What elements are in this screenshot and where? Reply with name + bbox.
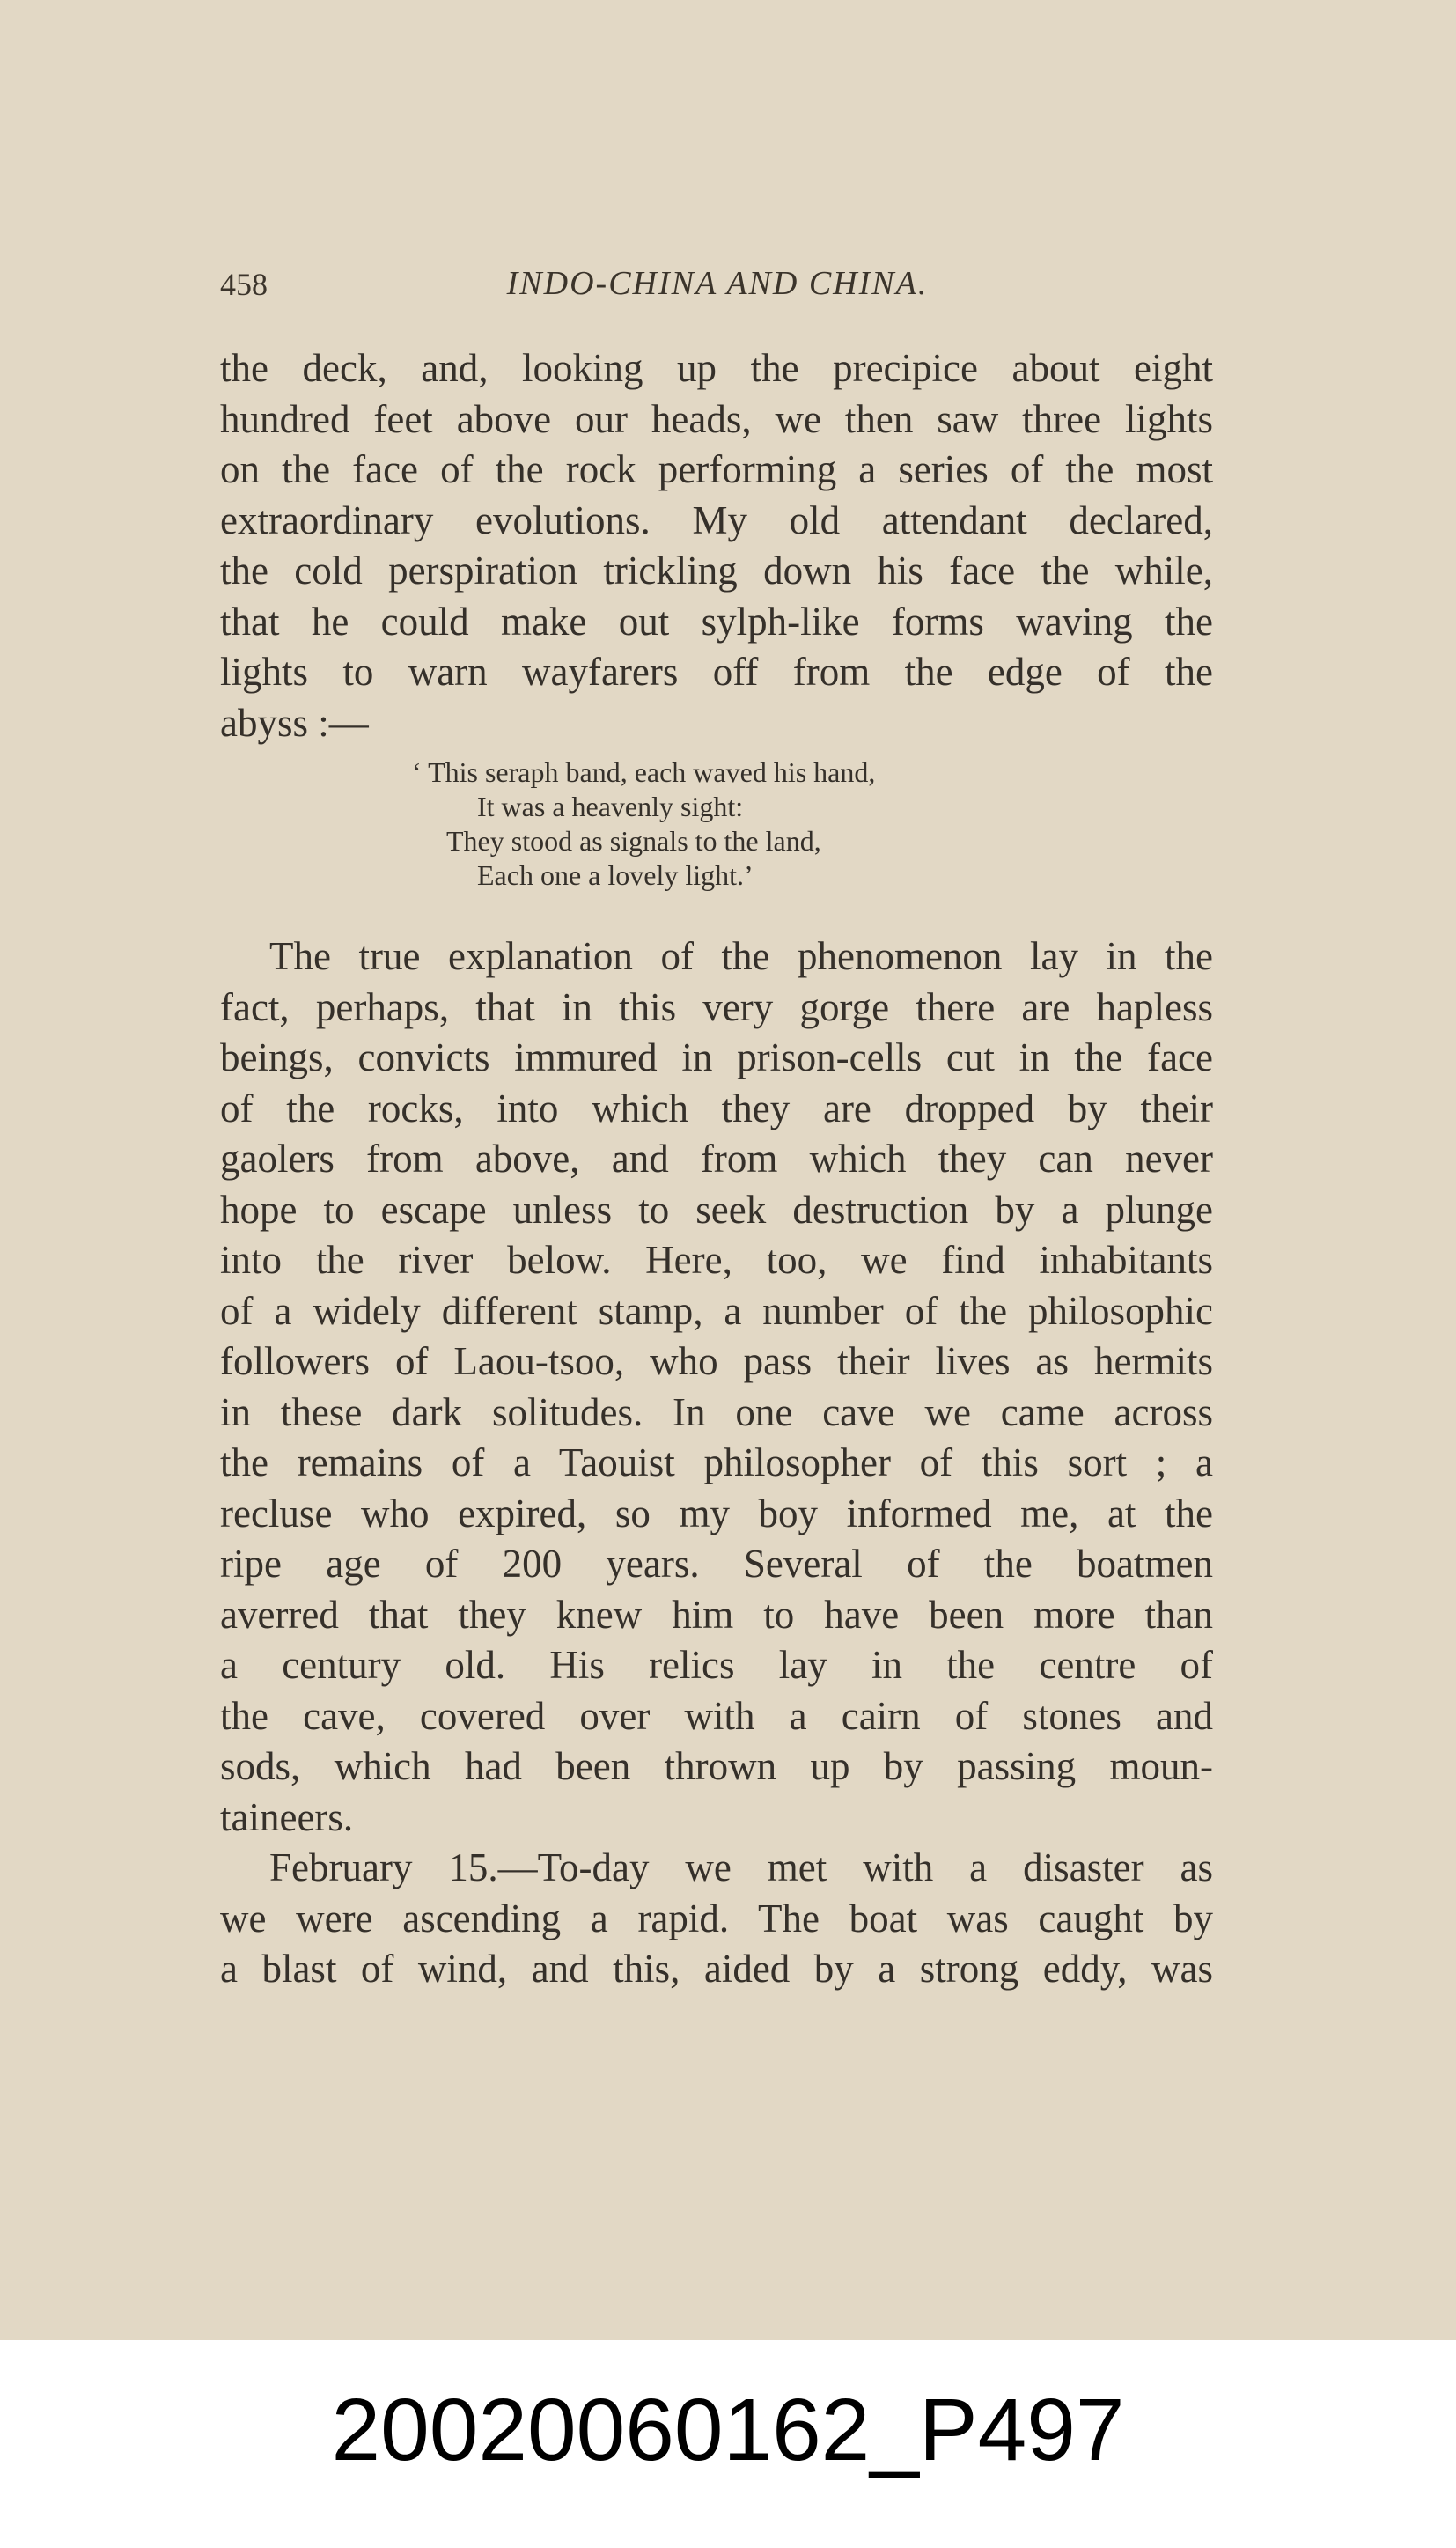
- text-line: a century old. His relics lay in the centre of: [220, 1643, 1213, 1687]
- text-line: into the river below. Here, too, we find inhabitants: [220, 1238, 1213, 1282]
- text-line: the remains of a Taouist philosopher of this sort ; a: [220, 1440, 1213, 1484]
- image-caption: 20020060162_P497: [331, 2381, 1125, 2479]
- text-line: sods, which had been thrown up by passing moun-: [220, 1744, 1213, 1788]
- text-line: recluse who expired, so my boy informed me, at the: [220, 1491, 1213, 1535]
- text-line: gaolers from above, and from which they can never: [220, 1137, 1213, 1181]
- body-text: [220, 343, 1213, 1995]
- text-line: followers of Laou-tsoo, who pass their lives as hermits: [220, 1339, 1213, 1383]
- verse-line: They stood as signals to the land,: [446, 825, 821, 857]
- text-line: we were ascending a rapid. The boat was caught by: [220, 1896, 1213, 1940]
- text-line: beings, convicts immured in prison-cells cut in the face: [220, 1035, 1213, 1079]
- text-line: taineers.: [220, 1794, 354, 1839]
- text-line: a blast of wind, and this, aided by a strong eddy, was: [220, 1947, 1213, 1991]
- text-line: The true explanation of the phenomenon lay in the: [269, 934, 1213, 978]
- text-line: the deck, and, looking up the precipice about eight: [220, 346, 1213, 390]
- paragraph-3: [220, 1843, 1213, 1995]
- text-line: that he could make out sylph-like forms waving the: [220, 599, 1213, 644]
- running-head: INDO-CHINA AND CHINA.: [506, 265, 929, 302]
- text-line: the cold perspiration trickling down his face the while,: [220, 549, 1213, 593]
- text-line: on the face of the rock performing a series of the most: [220, 447, 1213, 491]
- verse-quote: [220, 755, 1213, 893]
- text-line: of the rocks, into which they are dropped by their: [220, 1086, 1213, 1130]
- text-line: abyss :—: [220, 700, 369, 745]
- verse-line: ‘ This seraph band, each waved his hand,: [412, 756, 876, 788]
- verse-line: Each one a lovely light.’: [477, 859, 754, 891]
- text-line: February 15.—To-day we met with a disaster as: [269, 1845, 1213, 1889]
- paragraph-1: [220, 343, 1213, 748]
- text-line: hope to escape unless to seek destruction by a plunge: [220, 1187, 1213, 1232]
- page-number: 458: [220, 267, 268, 302]
- text-line: averred that they knew him to have been more than: [220, 1592, 1213, 1637]
- text-line: of a widely different stamp, a number of the philosophic: [220, 1288, 1213, 1333]
- text-line: the cave, covered over with a cairn of stones and: [220, 1693, 1213, 1738]
- text-line: ripe age of 200 years. Several of the boatmen: [220, 1542, 1213, 1586]
- text-line: hundred feet above our heads, we then saw three lights: [220, 396, 1213, 441]
- verse-line: It was a heavenly sight:: [477, 791, 744, 822]
- paragraph-2: [220, 932, 1213, 1843]
- text-line: fact, perhaps, that in this very gorge there are hapless: [220, 984, 1213, 1029]
- text-line: extraordinary evolutions. My old attendant declared,: [220, 497, 1213, 542]
- text-line: lights to warn wayfarers off from the edge of the: [220, 650, 1213, 694]
- text-line: in these dark solitudes. In one cave we came across: [220, 1389, 1213, 1434]
